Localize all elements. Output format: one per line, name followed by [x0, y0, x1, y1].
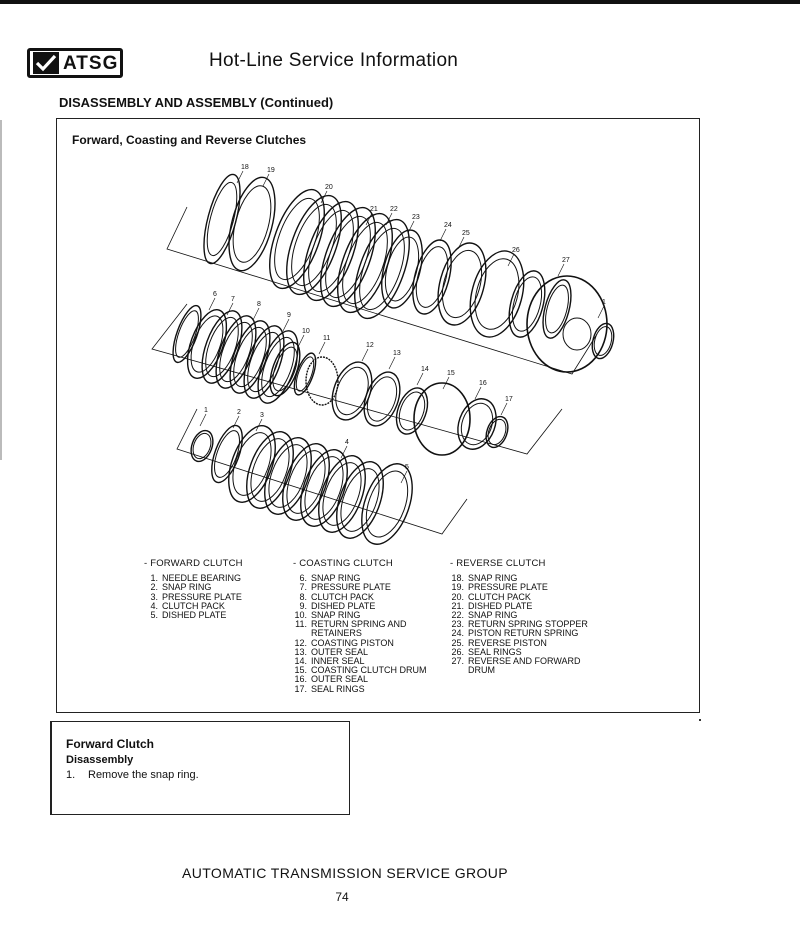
snap-ring-part-inner	[410, 243, 453, 310]
seal-rings-part-inner	[485, 417, 509, 447]
legend-item-text: SNAP RING	[162, 582, 212, 593]
seal-ring-part-inner	[541, 283, 573, 336]
spring-stopper-part-inner	[436, 246, 489, 322]
legend-item-text: SEAL RINGS	[468, 646, 522, 657]
legend-item-number: 21.	[451, 600, 464, 611]
callout-label: 19	[267, 167, 275, 174]
callout-label: 12	[366, 342, 374, 349]
snap-ring-part-outer	[167, 302, 206, 365]
scan-edge	[0, 120, 2, 460]
callout-label: 25	[462, 230, 470, 237]
leader-line	[362, 349, 368, 361]
leader-line	[389, 357, 395, 369]
legend-item-number: 4.	[150, 600, 158, 611]
exploded-view-diagram	[57, 119, 701, 549]
callout-label: 6	[213, 291, 217, 298]
leader-line	[256, 419, 262, 431]
callout-label: 7	[231, 296, 235, 303]
legend-heading: - REVERSE CLUTCH	[450, 558, 546, 569]
legend-item-text: REVERSE PISTON	[468, 637, 547, 648]
return-spring-part	[461, 245, 532, 343]
legend-item-text: SNAP RING	[311, 610, 361, 621]
legend-item	[293, 685, 427, 694]
legend-heading: - COASTING CLUTCH	[293, 558, 393, 569]
legend-item-text: REVERSE AND FORWARD DRUM	[468, 656, 581, 676]
legend-item-number: 18.	[451, 573, 464, 584]
legend-item-text: SNAP RING	[311, 573, 361, 584]
legend-item-number: 27.	[451, 656, 464, 667]
legend-item-number: 23.	[451, 619, 464, 630]
callout-label: 4	[345, 439, 349, 446]
legend-item-number: 6.	[299, 573, 307, 584]
legend-item-number: 9.	[299, 600, 307, 611]
legend-item-number: 13.	[294, 646, 307, 657]
legend-item-text: SNAP RING	[468, 610, 518, 621]
leader-line	[558, 264, 564, 276]
legend-item-number: 17.	[294, 683, 307, 694]
snap-ring-part	[290, 351, 320, 398]
seal-rings-part-outer	[482, 414, 512, 451]
callout-label: 22	[390, 206, 398, 213]
legend-item-text: PRESSURE PLATE	[162, 591, 242, 602]
legend-item-text: PISTON RETURN SPRING	[468, 628, 579, 639]
snap-ring-part-outer	[205, 422, 248, 487]
legend-item-number: 14.	[294, 656, 307, 667]
needle-bearing-part-inner	[591, 325, 614, 358]
leader-line	[501, 403, 507, 415]
top-rule	[0, 0, 800, 4]
legend-forward-clutch	[144, 559, 243, 620]
legend-item	[450, 657, 588, 675]
legend-item-text: RETURN SPRING STOPPER	[468, 619, 588, 630]
clutch-plate-part-inner	[241, 328, 287, 396]
callout-label: 13	[393, 350, 401, 357]
legend-item-number: 8.	[299, 591, 307, 602]
legend-item-text: CLUTCH PACK	[162, 600, 225, 611]
legend-item-text: SEAL RINGS	[311, 683, 365, 694]
step-text: Remove the snap ring.	[88, 769, 199, 781]
atsg-logo	[27, 48, 123, 78]
snap-ring-part	[197, 171, 248, 267]
legend-item-text: OUTER SEAL	[311, 674, 369, 685]
legend-item-number: 19.	[451, 582, 464, 593]
figure-panel	[56, 118, 700, 713]
legend-item-text: DISHED PLATE	[162, 610, 227, 621]
snap-ring-part	[205, 422, 248, 487]
footer-organization: AUTOMATIC TRANSMISSION SERVICE GROUP	[181, 865, 509, 881]
procedure-title: Forward Clutch	[66, 737, 155, 751]
step-number: 1.	[66, 769, 76, 781]
leader-line	[458, 237, 464, 249]
leader-line	[475, 387, 481, 399]
clutch-plate-part-inner	[213, 318, 259, 386]
callout-label: 17	[505, 396, 513, 403]
leader-line	[253, 308, 259, 320]
callout-label: 3	[260, 412, 264, 419]
needle-bearing-part-inner	[190, 431, 214, 461]
legend-item-number: 24.	[451, 628, 464, 639]
callout-label: 5	[405, 464, 409, 471]
legend-item-number: 1.	[150, 573, 158, 584]
spring-stopper-part	[430, 238, 494, 331]
seal-ring-part	[538, 277, 577, 341]
figure-title: Forward, Coasting and Reverse Clutches	[72, 133, 307, 147]
legend-item-number: 2.	[150, 582, 158, 593]
callout-label: 14	[421, 366, 429, 373]
legend-item-number: 12.	[294, 637, 307, 648]
callout-label: 1	[602, 299, 606, 306]
dished-plate-part-inner	[358, 465, 415, 542]
legend-item-number: 22.	[451, 610, 464, 621]
drum-hub-part	[563, 318, 591, 350]
snap-ring-part-outer	[197, 171, 248, 267]
callout-label: 9	[287, 312, 291, 319]
legend-item-text: DISHED PLATE	[468, 600, 533, 611]
dished-plate-part	[374, 226, 429, 313]
leader-line	[440, 229, 446, 241]
legend-item-number: 7.	[299, 582, 307, 593]
legend-item-text: CLUTCH PACK	[311, 591, 374, 602]
legend-item-text: SNAP RING	[468, 573, 518, 584]
procedure-subtitle: Disassembly	[66, 754, 134, 766]
legend-heading: - FORWARD CLUTCH	[144, 558, 243, 569]
callout-label: 20	[325, 184, 333, 191]
snap-ring-part-outer	[406, 236, 459, 318]
leader-line	[283, 319, 289, 331]
callout-label: 27	[562, 257, 570, 264]
callout-label: 1	[204, 407, 208, 414]
legend-coasting-clutch	[293, 559, 427, 694]
logo-text: ATSG	[63, 52, 119, 74]
legend-item-number: 20.	[451, 591, 464, 602]
leader-line	[227, 303, 233, 315]
page-number: 74	[335, 890, 349, 904]
legend-item-text: PRESSURE PLATE	[311, 582, 391, 593]
leader-line	[598, 306, 604, 318]
callout-label: 8	[257, 301, 261, 308]
legend-item-text: DISHED PLATE	[311, 600, 376, 611]
procedure-step	[66, 769, 199, 781]
legend-item-number: 3.	[150, 591, 158, 602]
legend-item-text: OUTER SEAL	[311, 646, 369, 657]
leader-line	[298, 335, 304, 347]
checkmark-logo-icon	[33, 52, 59, 74]
page-header-title: Hot-Line Service Information	[209, 50, 459, 71]
legend-item-text: RETURN SPRING AND RETAINERS	[311, 619, 407, 639]
section-title: DISASSEMBLY AND ASSEMBLY (Continued)	[59, 95, 334, 110]
return-spring-part-inner	[468, 254, 526, 334]
legend-item-text: PRESSURE PLATE	[468, 582, 548, 593]
callout-label: 10	[302, 328, 310, 335]
callout-label: 2	[237, 409, 241, 416]
callout-label: 23	[412, 214, 420, 221]
snap-ring-part-outer	[290, 351, 320, 398]
callout-label: 15	[447, 370, 455, 377]
leader-line	[200, 414, 206, 426]
legend-item-number: 26.	[451, 646, 464, 657]
callout-label: 21	[370, 206, 378, 213]
callout-label: 24	[444, 222, 452, 229]
callout-label: 18	[241, 164, 249, 171]
dished-plate-part-outer	[374, 226, 429, 313]
snap-ring-part	[167, 302, 206, 365]
legend-item-number: 10.	[294, 610, 307, 621]
legend-item-number: 5.	[150, 610, 158, 621]
leader-line	[417, 373, 423, 385]
scan-speck	[699, 719, 701, 721]
seal-rings-part	[482, 414, 512, 451]
leader-line	[209, 298, 215, 310]
dished-plate-part	[352, 457, 422, 549]
dished-plate-part-outer	[352, 457, 422, 549]
callout-label: 16	[479, 380, 487, 387]
legend-item-number: 11.	[295, 619, 307, 630]
legend-item-number: 15.	[294, 665, 307, 676]
snap-ring-part	[406, 236, 459, 318]
legend-item-text: NEEDLE BEARING	[162, 573, 242, 584]
seal-ring-part-outer	[538, 277, 577, 341]
legend-item-text: COASTING CLUTCH DRUM	[311, 665, 427, 676]
legend-item-number: 25.	[451, 637, 464, 648]
legend-item-number: 16.	[294, 674, 307, 685]
legend-item	[293, 620, 427, 638]
legend-item-text: INNER SEAL	[311, 656, 365, 667]
needle-bearing-part	[589, 321, 618, 361]
legend-reverse-clutch	[450, 559, 588, 675]
callout-label: 26	[512, 247, 520, 254]
callout-label: 11	[323, 335, 331, 342]
legend-item-text: COASTING PISTON	[311, 637, 394, 648]
leader-line	[319, 342, 325, 354]
guide-band-lower	[177, 409, 467, 534]
procedure-panel	[50, 721, 350, 815]
legend-item	[144, 611, 243, 620]
reverse-forward-drum-part	[527, 276, 607, 372]
legend-item-text: CLUTCH PACK	[468, 591, 531, 602]
